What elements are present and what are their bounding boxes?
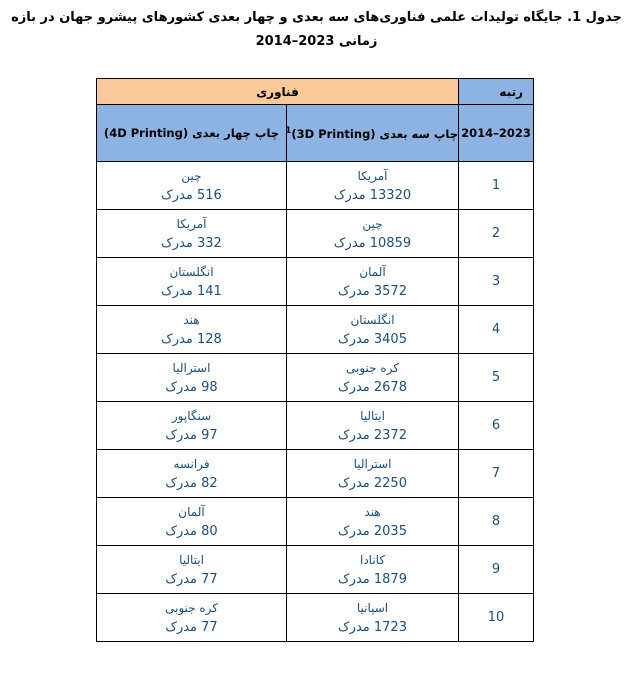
cell-4d	[97, 402, 287, 450]
docs-3d: 3572 مدرک	[338, 283, 407, 299]
country-4d: هند	[183, 312, 200, 327]
table-row	[97, 306, 534, 354]
country-3d: اسپانیا	[356, 600, 389, 615]
docs-3d: 2250 مدرک	[338, 475, 407, 491]
cell-3d	[287, 354, 459, 402]
docs-4d: 77 مدرک	[165, 571, 218, 587]
docs-3d: 3405 مدرک	[338, 331, 407, 347]
footnote-marker: 1	[285, 125, 292, 136]
country-3d: چین	[362, 216, 383, 231]
docs-4d: 332 مدرک	[161, 235, 222, 251]
table-row	[97, 258, 534, 306]
country-3d: کره جنوبی	[346, 360, 400, 375]
table-row	[97, 354, 534, 402]
country-3d: آلمان	[359, 264, 386, 279]
docs-4d: 98 مدرک	[165, 379, 218, 395]
docs-4d: 128 مدرک	[161, 331, 222, 347]
cell-3d	[287, 258, 459, 306]
country-3d: کانادا	[359, 552, 386, 567]
docs-3d: 1723 مدرک	[338, 619, 407, 635]
table-row	[97, 498, 534, 546]
rank-cell: 5	[459, 354, 534, 402]
header-period: 2014–2023	[459, 105, 534, 162]
cell-4d	[97, 450, 287, 498]
cell-4d	[97, 306, 287, 354]
docs-4d: 82 مدرک	[165, 475, 218, 491]
table-caption: جدول 1. جایگاه تولیدات علمی فناوری‌های سه بعدی و چهار بعدی کشورهای پیشرو جهان در بازه زمانی 2023–2014	[11, 10, 622, 49]
country-4d: آلمان	[178, 504, 205, 519]
cell-4d	[97, 546, 287, 594]
header-rank: رتبه	[459, 79, 534, 105]
country-3d: هند	[364, 504, 381, 519]
cell-4d	[97, 498, 287, 546]
country-4d: چین	[181, 168, 202, 183]
rank-cell: 10	[459, 594, 534, 642]
rank-cell: 6	[459, 402, 534, 450]
ranking-table	[96, 78, 534, 642]
cell-4d	[97, 594, 287, 642]
table-row	[97, 546, 534, 594]
rank-cell: 2	[459, 210, 534, 258]
docs-3d: 10859 مدرک	[333, 235, 412, 251]
cell-3d	[287, 210, 459, 258]
table-body	[97, 162, 534, 642]
docs-3d: 2035 مدرک	[338, 523, 407, 539]
header-3d-printing: چاپ سه بعدی (3D Printing)$^1$	[287, 105, 459, 162]
docs-4d: 80 مدرک	[165, 523, 218, 539]
cell-3d	[287, 546, 459, 594]
cell-3d	[287, 306, 459, 354]
country-4d: ایتالیا	[179, 552, 204, 567]
table-row	[97, 450, 534, 498]
docs-4d: 77 مدرک	[165, 619, 218, 635]
cell-3d	[287, 402, 459, 450]
table-row	[97, 594, 534, 642]
cell-3d	[287, 162, 459, 210]
docs-3d: 1879 مدرک	[338, 571, 407, 587]
header-4d-printing: چاپ چهار بعدی (4D Printing)	[97, 105, 287, 162]
country-4d: فرانسه	[173, 456, 210, 471]
table-row	[97, 210, 534, 258]
docs-3d: 2372 مدرک	[338, 427, 407, 443]
docs-4d: 516 مدرک	[161, 187, 222, 203]
cell-4d	[97, 258, 287, 306]
country-3d: آمریکا	[357, 168, 388, 183]
country-4d: انگلستان	[169, 264, 214, 279]
rank-cell: 3	[459, 258, 534, 306]
cell-4d	[97, 354, 287, 402]
cell-3d	[287, 498, 459, 546]
country-4d: کره جنوبی	[165, 600, 219, 615]
docs-4d: 141 مدرک	[161, 283, 222, 299]
docs-4d: 97 مدرک	[165, 427, 218, 443]
table-row	[97, 162, 534, 210]
cell-3d	[287, 450, 459, 498]
rank-cell: 4	[459, 306, 534, 354]
country-3d: استرالیا	[353, 456, 392, 471]
country-3d: ایتالیا	[360, 408, 385, 423]
rank-cell: 1	[459, 162, 534, 210]
rank-cell: 8	[459, 498, 534, 546]
cell-3d	[287, 594, 459, 642]
country-3d: انگلستان	[350, 312, 395, 327]
country-4d: آمریکا	[176, 216, 207, 231]
docs-3d: 2678 مدرک	[338, 379, 407, 395]
country-4d: سنگاپور	[171, 408, 212, 423]
table-row	[97, 402, 534, 450]
cell-4d	[97, 210, 287, 258]
country-4d: استرالیا	[172, 360, 211, 375]
cell-4d	[97, 162, 287, 210]
header-technology: فناوری	[97, 79, 459, 105]
docs-3d: 13320 مدرک	[333, 187, 412, 203]
rank-cell: 7	[459, 450, 534, 498]
rank-cell: 9	[459, 546, 534, 594]
